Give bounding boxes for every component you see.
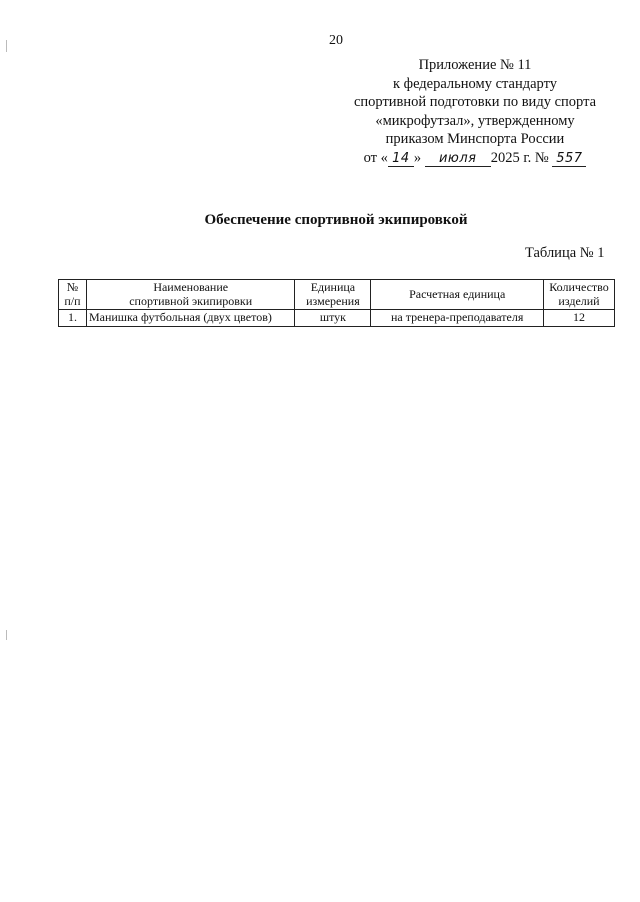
table-caption: Таблица № 1: [525, 245, 605, 261]
table-header-row: [59, 280, 615, 310]
header-unit: Единица измерения: [295, 280, 371, 310]
scan-edge-mark: [6, 630, 7, 640]
appendix-line: спортивной подготовки по виду спорта: [353, 94, 597, 110]
equipment-table: [58, 279, 615, 327]
cell-name: Манишка футбольная (двух цветов): [86, 310, 295, 327]
appendix-date-line: [340, 149, 610, 168]
appendix-title: Приложение № 11: [418, 57, 532, 73]
handwritten-month: июля: [425, 152, 491, 167]
header-number: № п/п: [59, 280, 87, 310]
date-close-quote: »: [413, 149, 422, 166]
date-year: 2025 г. №: [490, 149, 549, 166]
handwritten-day: 14: [388, 152, 414, 167]
table-row: [59, 310, 615, 327]
cell-calc-unit: на тренера-преподавателя: [371, 310, 544, 327]
header-name: Наименование спортивной экипировки: [86, 280, 295, 310]
appendix-line: к федеральному стандарту: [393, 75, 557, 92]
page-number: 20: [329, 33, 343, 48]
cell-quantity: 12: [544, 310, 615, 327]
appendix-header: [340, 56, 610, 167]
header-calc-unit: Расчетная единица: [371, 280, 544, 310]
cell-number: 1.: [59, 310, 87, 327]
handwritten-order-number: 557: [552, 152, 586, 167]
section-title: Обеспечение спортивной экипировкой: [204, 212, 468, 228]
appendix-line: приказом Минспорта России: [385, 131, 565, 147]
date-prefix: от «: [363, 149, 388, 166]
appendix-line: «микрофутзал», утвержденному: [375, 112, 575, 129]
header-quantity: Количество изделий: [544, 280, 615, 310]
cell-unit: штук: [295, 310, 371, 327]
